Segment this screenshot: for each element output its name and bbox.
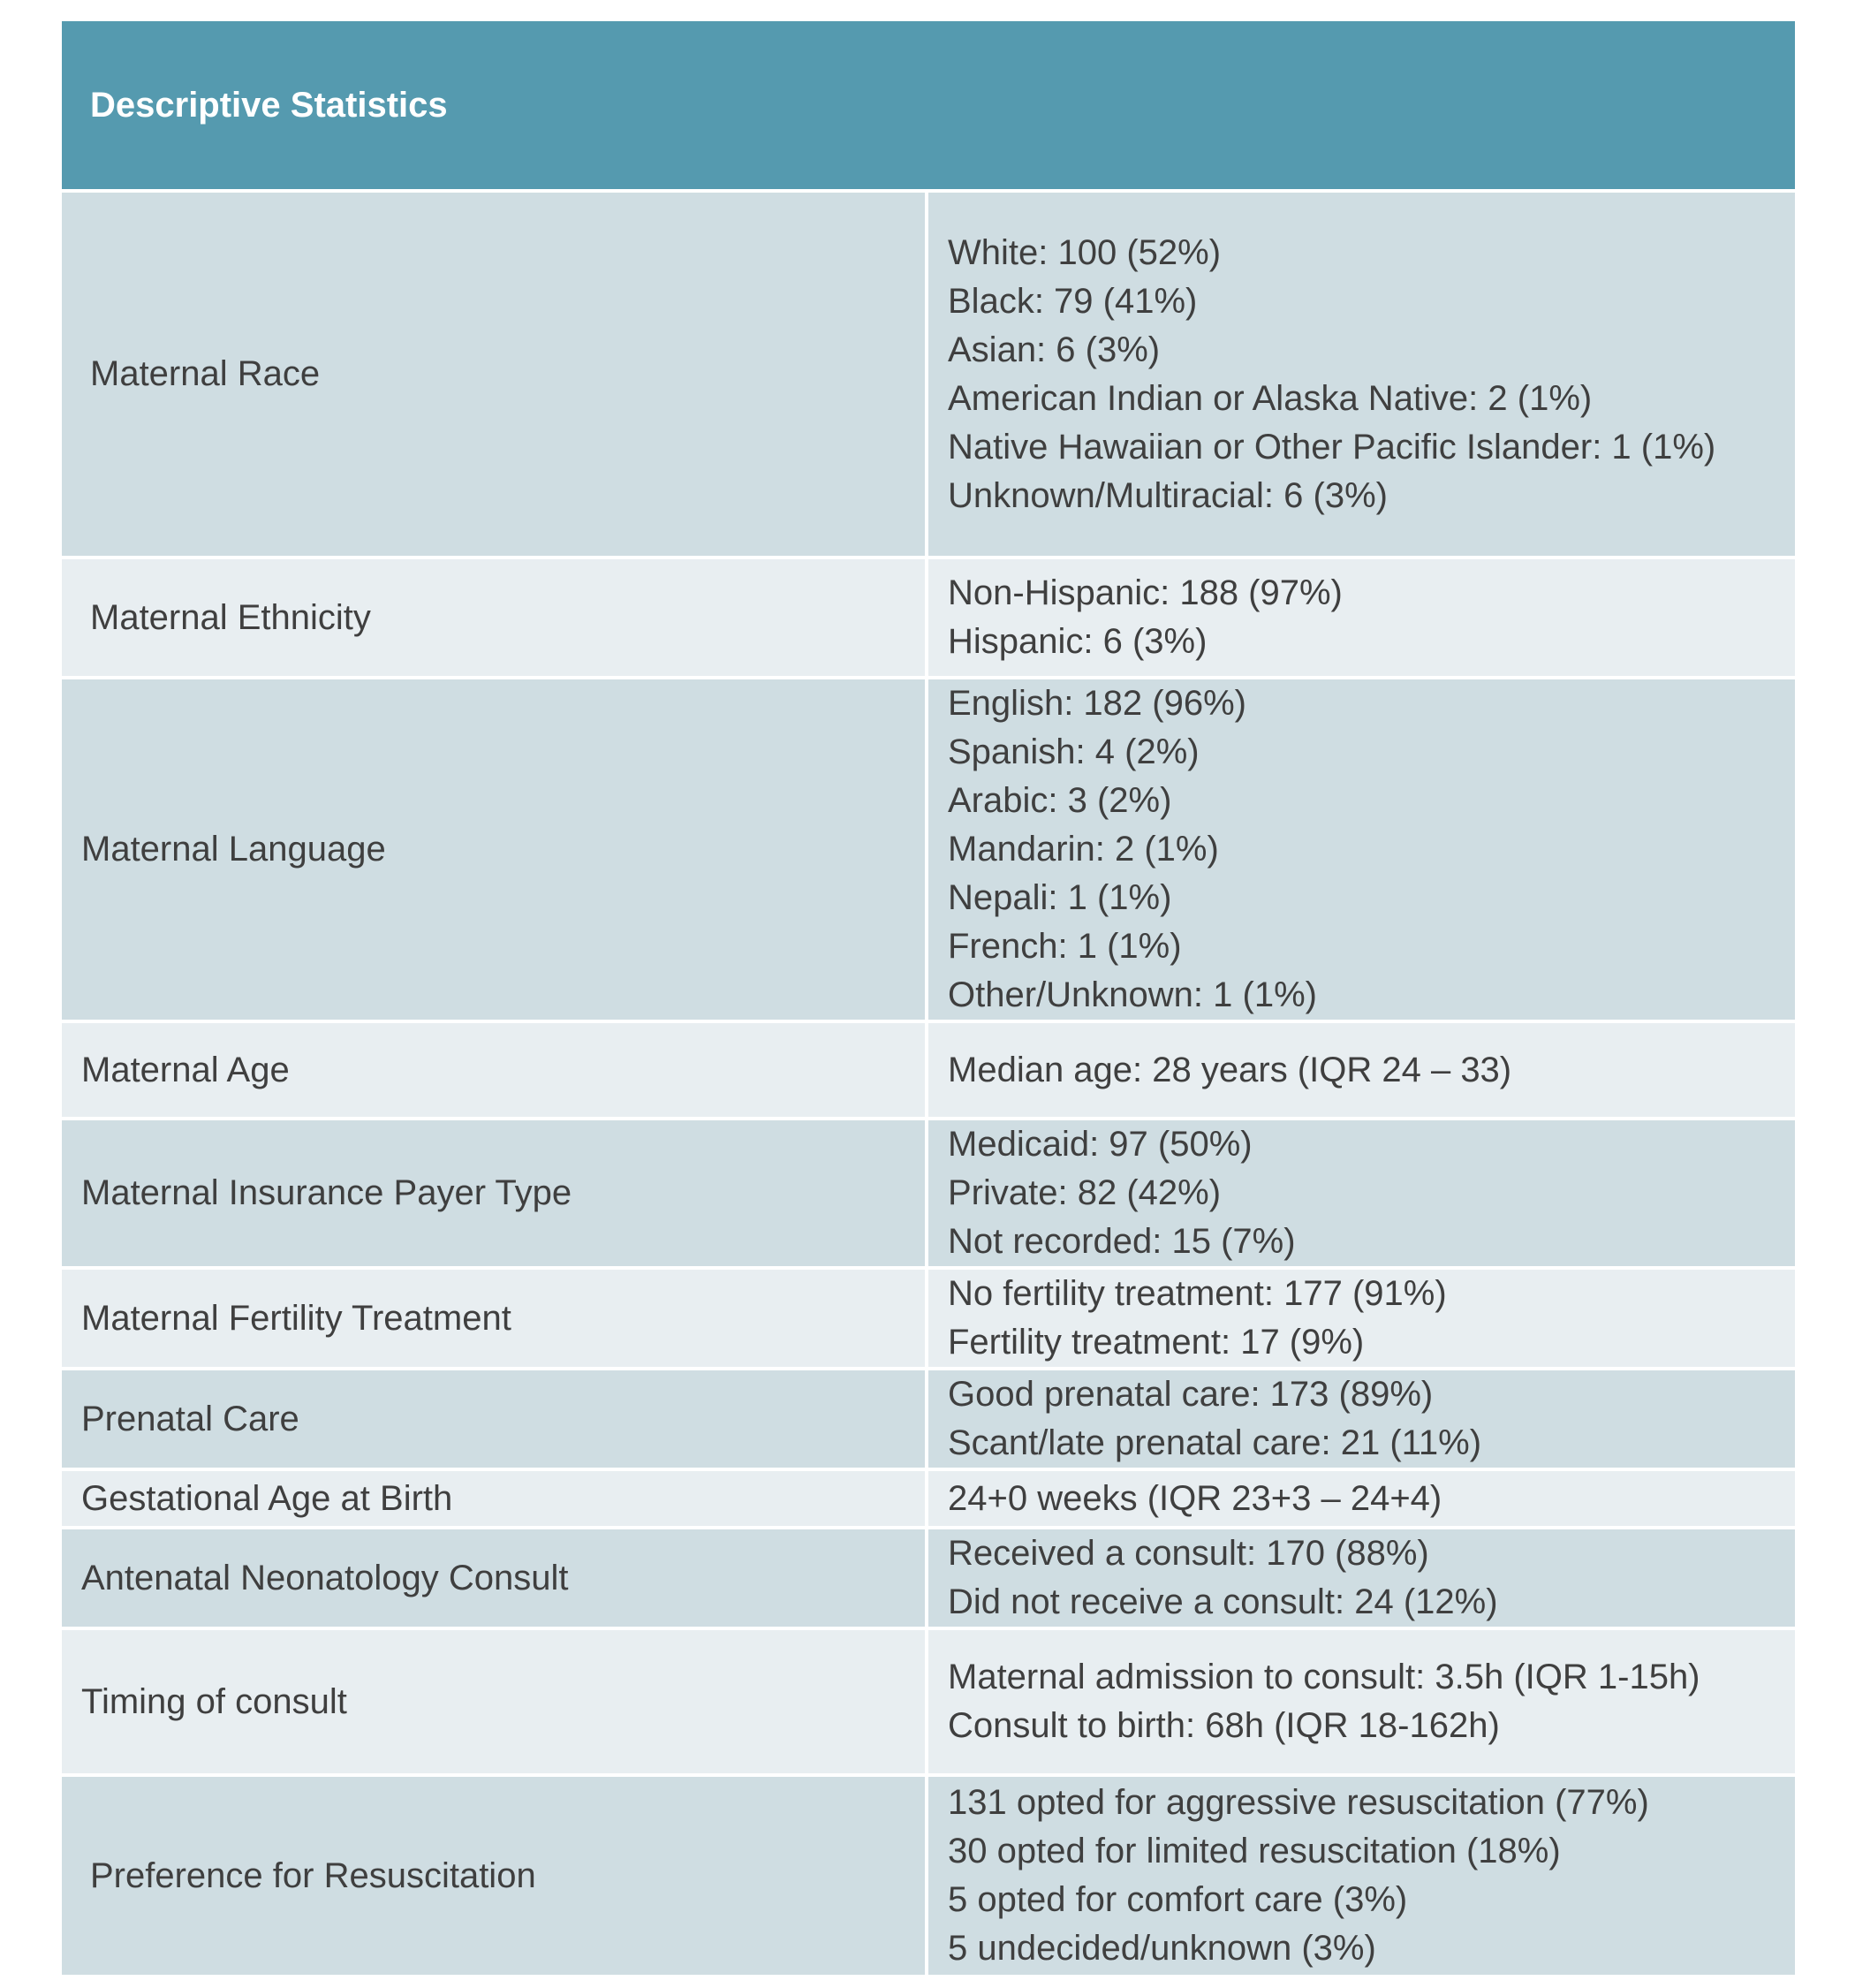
value-line: Mandarin: 2 (1%): [948, 830, 1219, 869]
row-values: [928, 1630, 1795, 1777]
table-row-neonatology-consult: [62, 1529, 1795, 1630]
value-line: Private: 82 (42%): [948, 1173, 1222, 1212]
value-line: No fertility treatment: 177 (91%): [948, 1274, 1447, 1313]
value-line: Asian: 6 (3%): [948, 330, 1161, 369]
value-line: Unknown/Multiracial: 6 (3%): [948, 475, 1388, 515]
row-values: [928, 559, 1795, 679]
table-row-maternal-language: [62, 679, 1795, 1023]
value-line: 24+0 weeks (IQR 23+3 – 24+4): [948, 1478, 1442, 1518]
table-row-fertility-treatment: [62, 1270, 1795, 1370]
row-values: [928, 193, 1795, 559]
table-row-maternal-ethnicity: [62, 559, 1795, 679]
row-label: Prenatal Care: [62, 1370, 928, 1471]
row-label: Timing of consult: [62, 1630, 928, 1777]
row-label: Maternal Fertility Treatment: [62, 1270, 928, 1370]
row-values: [928, 679, 1795, 1023]
value-line: Hispanic: 6 (3%): [948, 622, 1208, 661]
value-line: White: 100 (52%): [948, 232, 1222, 272]
value-line: American Indian or Alaska Native: 2 (1%): [948, 378, 1593, 418]
row-label: Maternal Insurance Payer Type: [62, 1120, 928, 1270]
value-line: 30 opted for limited resuscitation (18%): [948, 1832, 1561, 1870]
value-line: Good prenatal care: 173 (89%): [948, 1375, 1434, 1414]
value-line: 5 undecided/unknown (3%): [948, 1929, 1376, 1968]
row-values: [928, 1471, 1795, 1529]
table-row-prenatal-care: [62, 1370, 1795, 1471]
table-row-gestational-age: [62, 1471, 1795, 1529]
value-line: Medicaid: 97 (50%): [948, 1125, 1253, 1164]
descriptive-statistics-table: [62, 21, 1795, 1978]
value-line: Maternal admission to consult: 3.5h (IQR 1-15h): [948, 1658, 1700, 1696]
table-row-maternal-age: [62, 1023, 1795, 1120]
value-line: English: 182 (96%): [948, 684, 1246, 723]
value-line: Non-Hispanic: 188 (97%): [948, 573, 1343, 612]
table-title: Descriptive Statistics: [62, 21, 1795, 193]
table-row-timing-of-consult: [62, 1630, 1795, 1777]
value-line: Did not receive a consult: 24 (12%): [948, 1582, 1498, 1621]
row-label: Gestational Age at Birth: [62, 1471, 928, 1529]
value-line: Consult to birth: 68h (IQR 18-162h): [948, 1706, 1500, 1745]
table-row-maternal-race: [62, 193, 1795, 559]
value-line: 131 opted for aggressive resuscitation (77%): [948, 1783, 1649, 1822]
value-line: Not recorded: 15 (7%): [948, 1222, 1296, 1261]
value-line: Spanish: 4 (2%): [948, 732, 1200, 771]
row-label: Antenatal Neonatology Consult: [62, 1529, 928, 1630]
value-line: Scant/late prenatal care: 21 (11%): [948, 1423, 1482, 1462]
row-values: [928, 1270, 1795, 1370]
row-values: [928, 1023, 1795, 1120]
value-line: 5 opted for comfort care (3%): [948, 1880, 1408, 1919]
value-line: Median age: 28 years (IQR 24 – 33): [948, 1050, 1512, 1089]
row-label: Maternal Ethnicity: [62, 559, 928, 679]
value-line: Native Hawaiian or Other Pacific Islander: 1 (1%): [948, 427, 1716, 467]
row-label: Maternal Race: [62, 193, 928, 559]
table-row-insurance-payer-type: [62, 1120, 1795, 1270]
row-values: [928, 1777, 1795, 1978]
row-values: [928, 1529, 1795, 1630]
table-header-row: [62, 21, 1795, 193]
value-line: French: 1 (1%): [948, 927, 1182, 966]
row-values: [928, 1370, 1795, 1471]
value-line: Nepali: 1 (1%): [948, 878, 1172, 917]
value-line: Arabic: 3 (2%): [948, 781, 1172, 820]
value-line: Other/Unknown: 1 (1%): [948, 975, 1317, 1014]
value-line: Received a consult: 170 (88%): [948, 1534, 1429, 1573]
row-values: [928, 1120, 1795, 1270]
value-line: Fertility treatment: 17 (9%): [948, 1323, 1365, 1362]
row-label: Maternal Language: [62, 679, 928, 1023]
table-row-resuscitation-preference: [62, 1777, 1795, 1978]
row-label: Preference for Resuscitation: [62, 1777, 928, 1978]
row-label: Maternal Age: [62, 1023, 928, 1120]
value-line: Black: 79 (41%): [948, 281, 1198, 321]
